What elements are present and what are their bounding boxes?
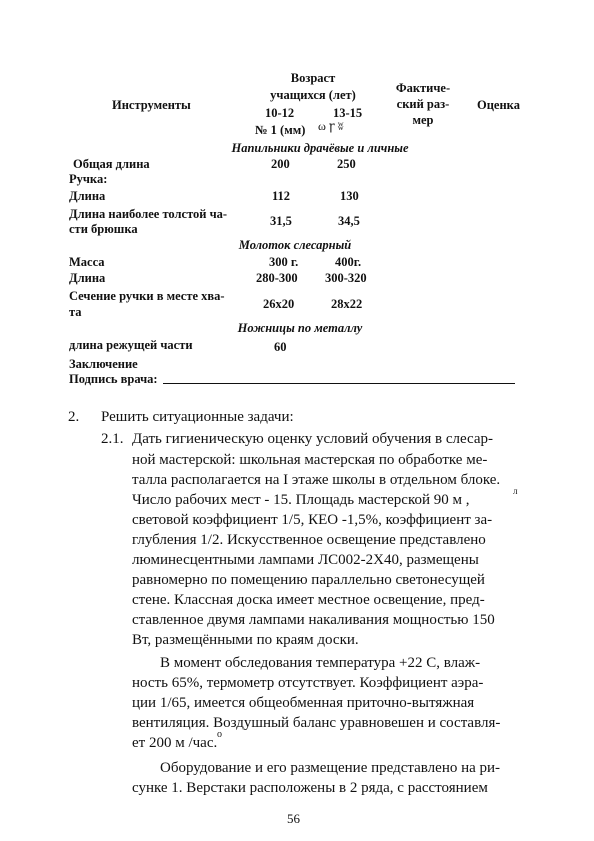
row-mass-a: 300 г. <box>269 255 299 269</box>
row-hammer-length-b: 300-320 <box>325 271 367 285</box>
row-section-b: 28x22 <box>331 297 363 311</box>
row-blade-label: длина режущей части <box>69 338 193 352</box>
row-section-label-2: та <box>69 305 82 319</box>
section-files: Напильники драчёвые и личные <box>231 141 409 155</box>
header-sample-no: № 1 (мм) <box>255 123 306 137</box>
row-total-length-label: Общая длина <box>73 157 150 171</box>
p1-line-9: ставленное двумя лампами накаливания мощностью 150 <box>132 612 495 628</box>
row-thick-label-1: Длина наиболее толстой ча- <box>69 207 228 221</box>
p1-line-8: стене. Классная доска имеет местное освещение, пред- <box>132 592 485 608</box>
p2-line-4: ет 200 м /час. <box>132 735 218 751</box>
row-mass-b: 400г. <box>335 255 362 269</box>
row-hammer-length-label: Длина <box>69 271 106 285</box>
p1-line-10: Вт, размещёнными по краям доски. <box>132 632 359 648</box>
p2-line-1: ность 65%, термометр отсутствует. Коэффициент аэра- <box>132 675 484 691</box>
header-assessment: Оценка <box>477 98 520 112</box>
scan-glyph-marks: ω ꞅ ʬ <box>318 119 344 133</box>
p1-line-2: талла располагается на I этаже школы в отдельном блоке. <box>132 472 501 488</box>
p2-line-3: вентиляция. Воздушный баланс уравновешен и составля- <box>132 715 501 731</box>
header-actual-2: ский раз- <box>396 97 450 111</box>
p2-line-2: ции 1/65, имеется общеобменная приточно-вытяжная <box>132 695 475 711</box>
superscript-mark: л <box>513 486 518 496</box>
row-section-label-1: Сечение ручки в месте хва- <box>69 289 225 303</box>
p2-line-0: В момент обследования температура +22 С, влаж- <box>160 655 481 671</box>
p1-line-5: глубления 1/2. Искусственное освещение представлено <box>132 532 486 548</box>
header-age-sub: учащихся (лет) <box>270 88 356 102</box>
row-hammer-length-a: 280-300 <box>256 271 298 285</box>
header-age-a: 10-12 <box>265 106 295 120</box>
item-number: 2. <box>68 409 80 425</box>
p1-line-1: ной мастерской: школьная мастерская по обработке ме- <box>132 452 488 468</box>
row-thick-a: 31,5 <box>270 214 292 228</box>
header-actual-1: Фактиче- <box>395 81 451 95</box>
signature-label: Подпись врача: <box>69 372 158 386</box>
row-thick-b: 34,5 <box>338 214 360 228</box>
row-length-a: 112 <box>272 189 291 203</box>
row-total-length-b: 250 <box>337 157 356 171</box>
sub-number: 2.1. <box>101 431 124 447</box>
row-length-b: 130 <box>340 189 359 203</box>
row-section-a: 26x20 <box>263 297 295 311</box>
header-age-b: 13-15 <box>333 106 363 120</box>
section-scissors: Ножницы по металлу <box>237 321 363 335</box>
header-instruments: Инструменты <box>112 98 191 112</box>
p1-line-6: люминесцентными лампами ЛС002-2Х40, размещены <box>132 552 479 568</box>
signature-line <box>163 383 515 384</box>
row-length-label: Длина <box>69 189 106 203</box>
p1-line-3: Число рабочих мест - 15. Площадь мастерской 90 м , <box>132 492 470 508</box>
row-blade-a: 60 <box>274 340 287 354</box>
degree-mark: о <box>217 729 222 740</box>
page-number: 56 <box>287 811 300 826</box>
p1-line-4: световой коэффициент 1/5, КЕО -1,5%, коэффициент за- <box>132 512 493 528</box>
row-thick-label-2: сти брюшка <box>69 222 138 236</box>
p3-line-1: Оборудование и его размещение представлено на ри- <box>160 760 501 776</box>
row-total-length-a: 200 <box>271 157 290 171</box>
section-hammer: Молоток слесарный <box>238 238 352 252</box>
row-handle-label: Ручка: <box>69 172 108 186</box>
header-age: Возраст <box>290 71 336 85</box>
p1-line-7: равномерно по помещению параллельно светонесущей <box>132 572 485 588</box>
item-title: Решить ситуационные задачи: <box>101 409 294 425</box>
header-actual-3: мер <box>412 113 434 127</box>
p3-line-2: сунке 1. Верстаки расположены в 2 ряда, с расстоянием <box>132 780 488 796</box>
conclusion-label: Заключение <box>69 357 138 371</box>
row-mass-label: Масса <box>69 255 105 269</box>
p1-line-0: Дать гигиеническую оценку условий обучения в слесар- <box>132 431 494 447</box>
